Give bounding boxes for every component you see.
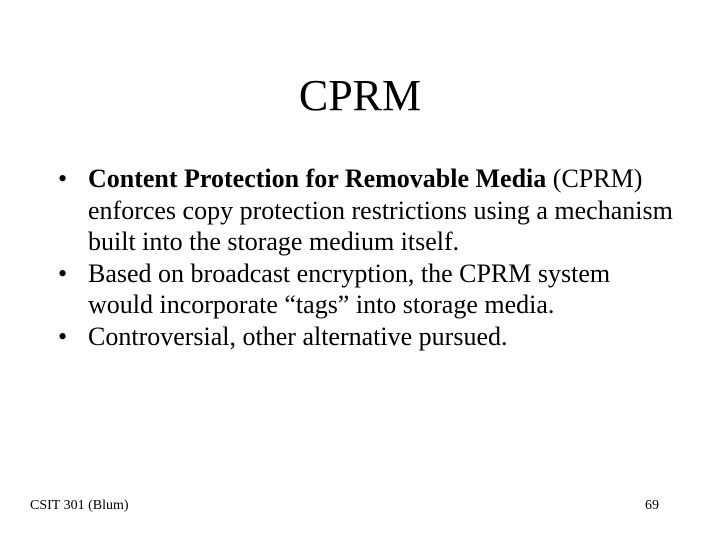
bullet-dot: • bbox=[58, 321, 68, 351]
slide-title: CPRM bbox=[298, 71, 422, 120]
footer-course-label: CSIT 301 (Blum) bbox=[30, 498, 129, 513]
bullet-list bbox=[56, 163, 676, 352]
bullet-text: Based on broadcast encryption, the CPRM system would incorporate “tags” into storage media. bbox=[88, 258, 611, 319]
bullet-item bbox=[56, 321, 676, 353]
bullet-dot: • bbox=[58, 164, 68, 193]
bullet-text: Controversial, other alternative pursued. bbox=[88, 321, 508, 351]
bullet-item bbox=[56, 258, 676, 321]
bullet-dot: • bbox=[58, 258, 68, 288]
bullet-text: (CPRM) enforces copy protection restrictions using a mechanism built into the storage medium itself. bbox=[88, 164, 673, 256]
bullet-item bbox=[56, 163, 676, 258]
slide-number: 69 bbox=[645, 498, 659, 513]
bullet-bold-lead: Content Protection for Removable Media bbox=[88, 164, 547, 193]
